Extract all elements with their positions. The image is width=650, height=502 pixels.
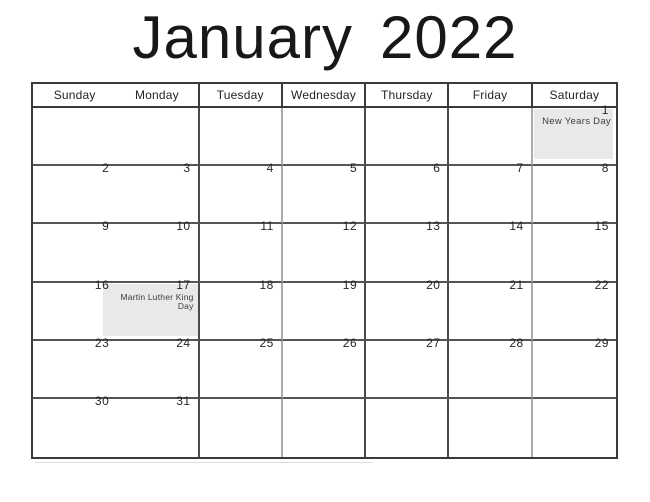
day-cell-25 bbox=[200, 335, 283, 399]
calendar-grid bbox=[31, 82, 618, 459]
day-number: 31 bbox=[176, 393, 191, 408]
day-number: 7 bbox=[516, 161, 524, 176]
holiday-label: New Years Day bbox=[542, 116, 611, 127]
day-cell-21 bbox=[449, 277, 532, 341]
day-number: 25 bbox=[259, 335, 274, 350]
day-cell-empty bbox=[449, 399, 532, 457]
day-cell-empty bbox=[366, 108, 449, 166]
day-number: 22 bbox=[594, 277, 609, 292]
day-cell-empty bbox=[200, 399, 283, 457]
day-number: 17 bbox=[176, 277, 191, 292]
day-cell-8 bbox=[533, 161, 616, 224]
day-cell-30 bbox=[33, 393, 116, 457]
weekday-header-sunday bbox=[33, 84, 116, 108]
day-cell-26 bbox=[283, 335, 366, 399]
day-number: 9 bbox=[102, 219, 110, 234]
day-cell-14 bbox=[449, 219, 532, 282]
day-cell-10 bbox=[116, 219, 199, 282]
day-number: 11 bbox=[260, 219, 274, 234]
weekday-label: Monday bbox=[134, 88, 179, 102]
day-number: 29 bbox=[594, 335, 609, 350]
weekday-label: Sunday bbox=[53, 88, 96, 102]
day-number: 26 bbox=[342, 335, 358, 350]
day-cell-19 bbox=[283, 277, 366, 341]
day-cell-7 bbox=[449, 161, 532, 224]
day-cell-29 bbox=[533, 335, 616, 399]
day-number: 8 bbox=[601, 161, 609, 176]
day-cell-2 bbox=[33, 161, 116, 224]
day-number: 12 bbox=[342, 219, 358, 234]
day-number: 24 bbox=[176, 335, 191, 350]
day-cell-9 bbox=[33, 219, 116, 282]
day-cell-20 bbox=[366, 277, 449, 341]
day-cell-17 bbox=[116, 277, 199, 341]
holiday-label: Martin Luther King Day bbox=[120, 291, 194, 312]
day-cell-empty bbox=[283, 399, 366, 457]
day-number: 30 bbox=[94, 393, 110, 408]
day-cell-31 bbox=[116, 393, 199, 457]
day-cell-3 bbox=[116, 161, 199, 224]
day-cell-4 bbox=[200, 161, 283, 224]
day-number: 3 bbox=[183, 161, 191, 176]
day-cell-23 bbox=[33, 335, 116, 399]
weekday-header-thursday bbox=[366, 84, 449, 108]
day-number: 5 bbox=[349, 161, 358, 176]
day-number: 18 bbox=[259, 277, 274, 292]
day-cell-15 bbox=[533, 219, 616, 282]
day-cell-empty bbox=[366, 399, 449, 457]
day-cell-28 bbox=[449, 335, 532, 399]
day-number: 23 bbox=[94, 335, 110, 350]
weekday-label: Tuesday bbox=[216, 88, 264, 102]
title-year: 2022 bbox=[379, 4, 518, 71]
weekday-header-wednesday bbox=[283, 84, 366, 108]
day-cell-13 bbox=[366, 219, 449, 282]
day-number: 6 bbox=[433, 161, 441, 176]
day-cell-empty bbox=[449, 108, 532, 166]
day-number: 28 bbox=[509, 335, 524, 350]
weekday-header-tuesday bbox=[200, 84, 283, 108]
day-cell-empty bbox=[533, 399, 616, 457]
title-month: January bbox=[132, 4, 353, 71]
day-number: 4 bbox=[266, 161, 274, 176]
weekday-header-row bbox=[33, 84, 616, 108]
weekday-label: Thursday bbox=[380, 88, 433, 102]
day-cell-empty bbox=[200, 108, 283, 166]
weekday-label: Friday bbox=[472, 88, 508, 102]
calendar-title bbox=[0, 0, 650, 76]
day-number: 13 bbox=[426, 219, 441, 234]
day-cell-5 bbox=[283, 161, 366, 224]
day-number: 20 bbox=[426, 277, 441, 292]
day-number: 27 bbox=[426, 335, 441, 350]
day-cell-12 bbox=[283, 219, 366, 282]
day-cell-1 bbox=[533, 103, 616, 166]
weekday-header-monday bbox=[116, 84, 199, 108]
weekday-label: Saturday bbox=[549, 88, 600, 102]
day-cell-22 bbox=[533, 277, 616, 341]
day-cell-18 bbox=[200, 277, 283, 341]
weekday-header-friday bbox=[449, 84, 532, 108]
day-number: 2 bbox=[102, 161, 110, 176]
day-cell-6 bbox=[366, 161, 449, 224]
day-cell-27 bbox=[366, 335, 449, 399]
weekday-label: Wednesday bbox=[291, 88, 356, 102]
day-cell-empty bbox=[33, 108, 116, 166]
weeks-grid bbox=[33, 103, 616, 457]
day-number: 1 bbox=[601, 103, 609, 117]
day-number: 16 bbox=[94, 277, 110, 292]
day-number: 21 bbox=[509, 277, 524, 292]
day-number: 10 bbox=[176, 219, 191, 234]
day-cell-empty bbox=[283, 108, 366, 166]
day-number: 14 bbox=[509, 219, 524, 234]
day-number: 19 bbox=[342, 277, 358, 292]
day-cell-24 bbox=[116, 335, 199, 399]
day-cell-empty bbox=[116, 108, 199, 166]
day-cell-11 bbox=[200, 219, 283, 282]
day-number: 15 bbox=[594, 219, 609, 234]
